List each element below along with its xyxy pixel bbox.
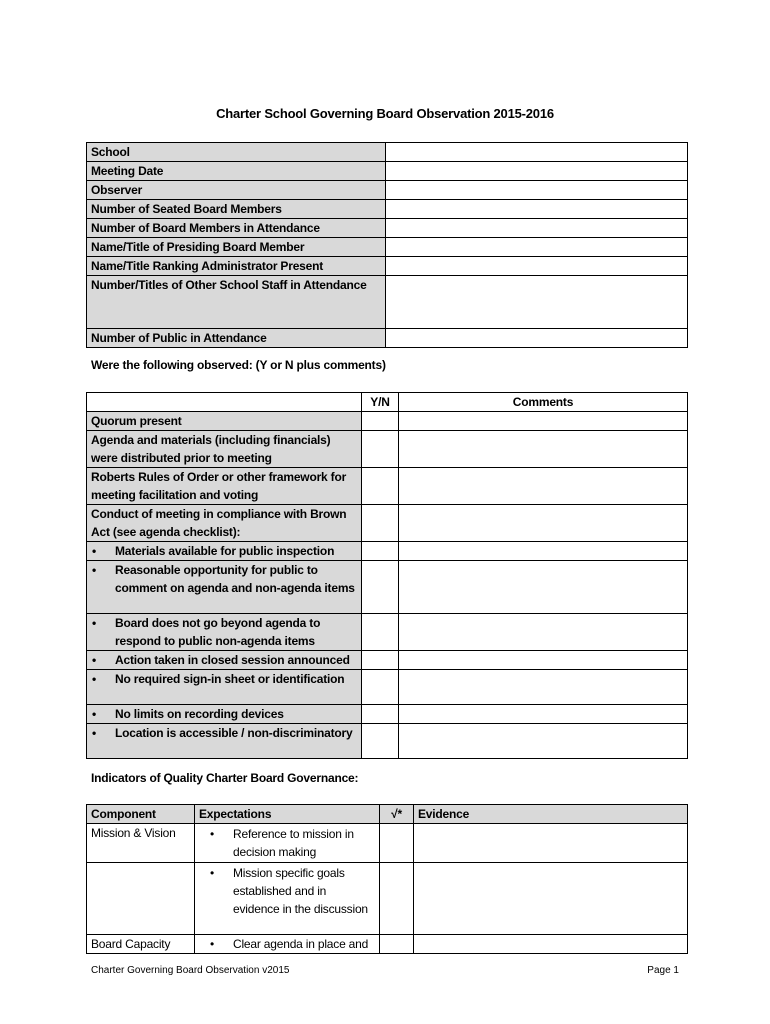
info-value-seated-members[interactable] (386, 200, 688, 219)
observed-yn-cell[interactable] (362, 542, 399, 561)
indicators-header-check: √* (380, 805, 414, 824)
bullet-icon: • (92, 544, 97, 558)
info-value-ranking-admin[interactable] (386, 257, 688, 276)
observed-item-location (87, 724, 362, 759)
bullet-icon: • (210, 866, 215, 880)
indicators-evidence-cell[interactable] (414, 863, 688, 935)
indicators-evidence-cell[interactable] (414, 824, 688, 863)
indicators-expectation-text: Reference to mission in decision making (233, 827, 354, 859)
observed-item-text: Action taken in closed session announced (115, 653, 350, 667)
observed-item-recording (87, 705, 362, 724)
indicators-heading: Indicators of Quality Charter Board Governance: (91, 771, 359, 785)
observed-item-materials (87, 542, 362, 561)
observed-comment-cell[interactable] (399, 542, 688, 561)
observed-yn-cell[interactable] (362, 561, 399, 614)
info-label-members-attendance: Number of Board Members in Attendance (87, 219, 386, 238)
bullet-icon: • (92, 726, 97, 740)
observed-comment-cell[interactable] (399, 561, 688, 614)
observed-item-text: Materials available for public inspection (115, 544, 335, 558)
observed-yn-cell[interactable] (362, 651, 399, 670)
info-value-observer[interactable] (386, 181, 688, 200)
bullet-icon: • (92, 707, 97, 721)
info-value-presiding-member[interactable] (386, 238, 688, 257)
info-value-members-attendance[interactable] (386, 219, 688, 238)
observed-comment-cell[interactable] (399, 505, 688, 542)
indicators-header-evidence: Evidence (414, 805, 688, 824)
indicators-component: Board Capacity (87, 935, 195, 954)
observed-item-agenda: Agenda and materials (including financials) were distributed prior to meeting (87, 431, 362, 468)
bullet-icon: • (210, 827, 215, 841)
indicators-check-cell[interactable] (380, 935, 414, 954)
indicators-component (87, 863, 195, 935)
indicators-header-component: Component (87, 805, 195, 824)
observed-yn-cell[interactable] (362, 505, 399, 542)
info-table (86, 142, 688, 348)
info-label-school: School (87, 143, 386, 162)
observed-comment-cell[interactable] (399, 468, 688, 505)
footer-document-name: Charter Governing Board Observation v2015 (91, 965, 290, 976)
observed-item-text: No limits on recording devices (115, 707, 284, 721)
indicators-check-cell[interactable] (380, 863, 414, 935)
observed-item-sign-in (87, 670, 362, 705)
observed-yn-cell[interactable] (362, 614, 399, 651)
observed-item-public-comment (87, 561, 362, 614)
observed-yn-cell[interactable] (362, 431, 399, 468)
info-value-school[interactable] (386, 143, 688, 162)
info-value-meeting-date[interactable] (386, 162, 688, 181)
info-label-observer: Observer (87, 181, 386, 200)
bullet-icon: • (92, 653, 97, 667)
indicators-expectation (195, 935, 380, 954)
info-label-presiding-member: Name/Title of Presiding Board Member (87, 238, 386, 257)
observed-yn-cell[interactable] (362, 705, 399, 724)
indicators-header-expectations: Expectations (195, 805, 380, 824)
info-label-other-staff: Number/Titles of Other School Staff in Attendance (87, 276, 386, 329)
info-label-meeting-date: Meeting Date (87, 162, 386, 181)
observed-heading: Were the following observed: (Y or N plus comments) (91, 358, 386, 372)
observed-item-quorum: Quorum present (87, 412, 362, 431)
bullet-icon: • (92, 616, 97, 630)
observed-comment-cell[interactable] (399, 614, 688, 651)
observed-item-text: No required sign-in sheet or identification (115, 672, 345, 686)
observed-table (86, 392, 688, 759)
observed-comment-cell[interactable] (399, 670, 688, 705)
observed-item-beyond-agenda (87, 614, 362, 651)
observed-item-text: Reasonable opportunity for public to comment on agenda and non-agenda items (115, 563, 355, 595)
observed-yn-cell[interactable] (362, 468, 399, 505)
observed-comment-cell[interactable] (399, 651, 688, 670)
observed-item-text: Board does not go beyond agenda to respond to public non-agenda items (115, 616, 321, 648)
info-label-public-attendance: Number of Public in Attendance (87, 329, 386, 348)
observed-header-yn: Y/N (362, 393, 399, 412)
observed-header-blank (87, 393, 362, 412)
footer-page-number: Page 1 (647, 965, 679, 976)
indicators-expectation-text: Clear agenda in place and (233, 937, 369, 951)
observed-header-comments: Comments (399, 393, 688, 412)
observed-yn-cell[interactable] (362, 724, 399, 759)
page-title: Charter School Governing Board Observation 2015-2016 (216, 106, 554, 121)
indicators-check-cell[interactable] (380, 824, 414, 863)
observed-item-text: Location is accessible / non-discriminatory (115, 726, 353, 740)
indicators-expectation (195, 824, 380, 863)
observed-comment-cell[interactable] (399, 705, 688, 724)
indicators-evidence-cell[interactable] (414, 935, 688, 954)
info-value-other-staff[interactable] (386, 276, 688, 329)
indicators-expectation-text: Mission specific goals established and in evidence in the discussion (233, 866, 368, 916)
indicators-expectation (195, 863, 380, 935)
observed-item-roberts-rules: Roberts Rules of Order or other framework for meeting facilitation and voting (87, 468, 362, 505)
indicators-component: Mission & Vision (87, 824, 195, 863)
info-label-seated-members: Number of Seated Board Members (87, 200, 386, 219)
info-label-ranking-admin: Name/Title Ranking Administrator Present (87, 257, 386, 276)
bullet-icon: • (210, 937, 215, 951)
info-value-public-attendance[interactable] (386, 329, 688, 348)
observed-item-closed-session (87, 651, 362, 670)
observed-comment-cell[interactable] (399, 412, 688, 431)
observed-yn-cell[interactable] (362, 670, 399, 705)
observed-item-brown-act: Conduct of meeting in compliance with Brown Act (see agenda checklist): (87, 505, 362, 542)
observed-comment-cell[interactable] (399, 724, 688, 759)
bullet-icon: • (92, 563, 97, 577)
bullet-icon: • (92, 672, 97, 686)
observed-comment-cell[interactable] (399, 431, 688, 468)
observed-yn-cell[interactable] (362, 412, 399, 431)
indicators-table (86, 804, 688, 954)
